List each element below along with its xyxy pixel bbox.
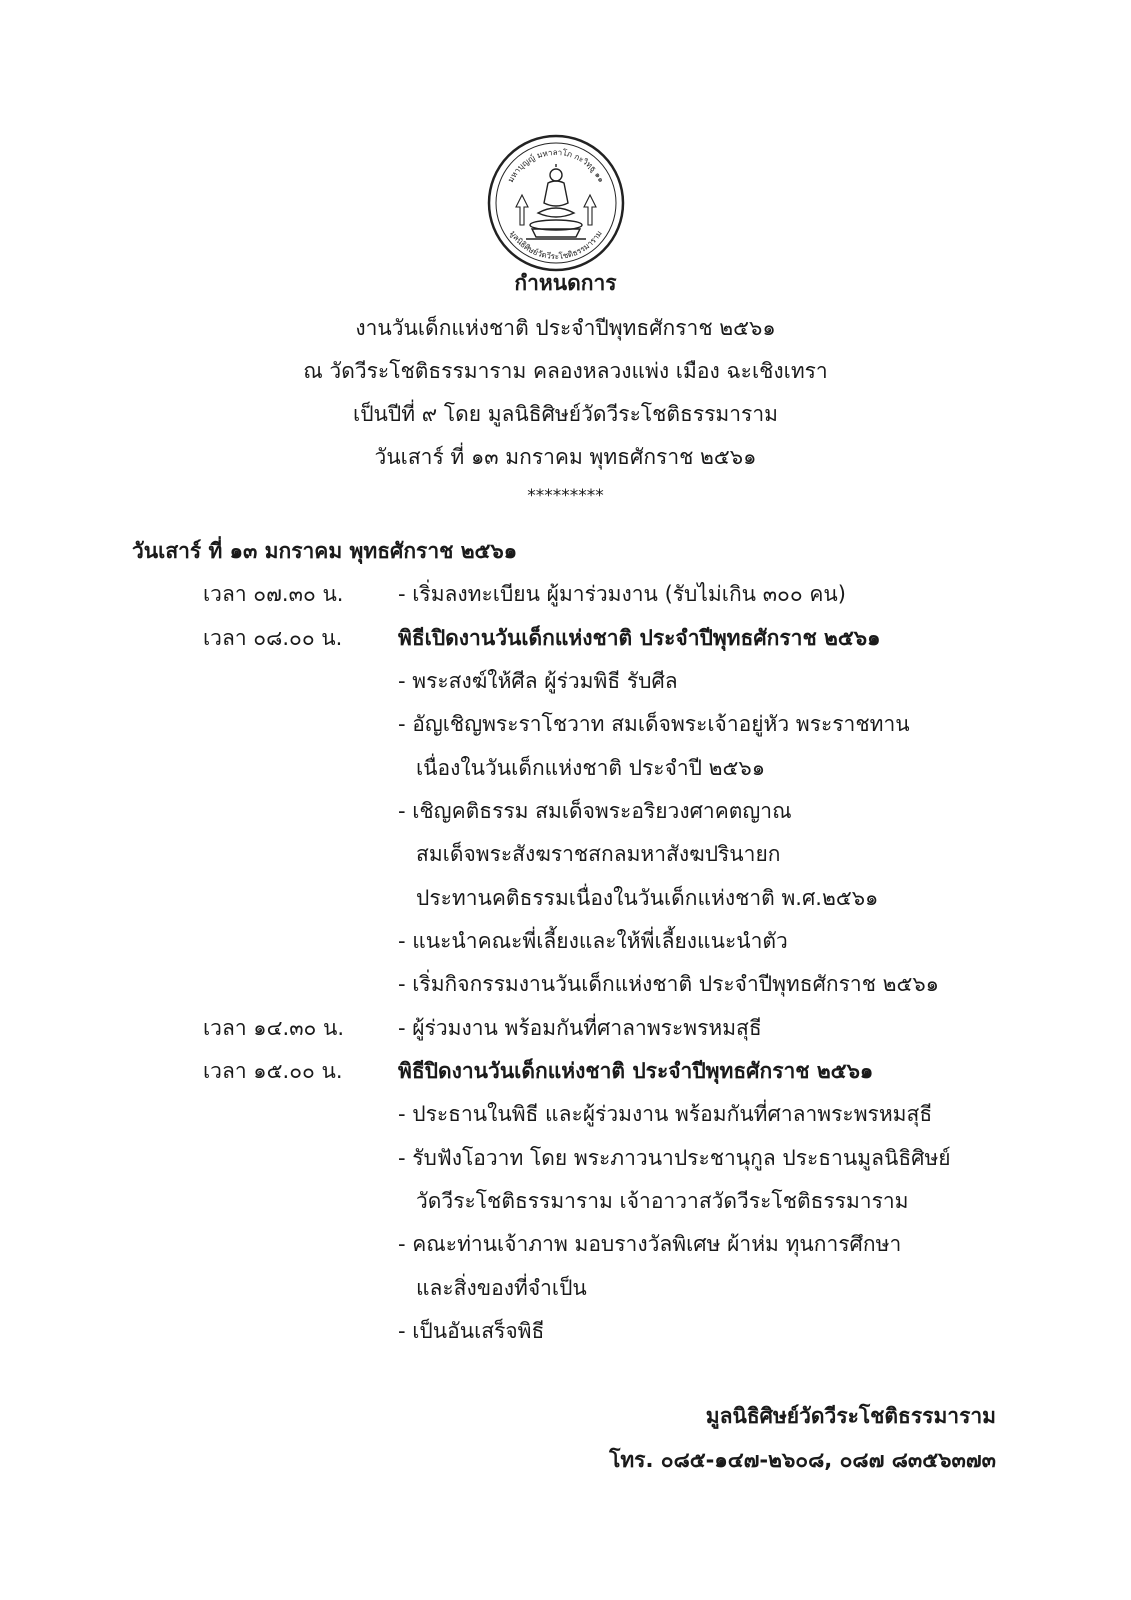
day-heading: วันเสาร์ ที่ ๑๓ มกราคม พุทธศักราช ๒๕๖๑ [132, 539, 518, 563]
svg-text:มหาบุญญ์ มหาลาโภ กะวิทฺธู ๑๑: มหาบุญญ์ มหาลาโภ กะวิทฺธู ๑๑ [506, 147, 606, 184]
schedule-time: เวลา ๑๕.๐๐ น. [203, 1059, 343, 1083]
venue-line: ณ วัดวีระโชติธรรมาราม คลองหลวงแพ่ง เมือง ฉะเชิงเทรา [303, 359, 828, 383]
schedule-item-continued: เนื่องในวันเด็กแห่งชาติ ประจำปี ๒๕๖๑ [416, 756, 766, 780]
schedule-item: - รับฟังโอวาท โดย พระภาวนาประชานุกูล ประธานมูลนิธิศิษย์ [398, 1146, 951, 1170]
schedule-item: - ผู้ร่วมงาน พร้อมกันที่ศาลาพระพรหมสุธี [398, 1016, 762, 1040]
schedule-item: - เริ่มกิจกรรมงานวันเด็กแห่งชาติ ประจำปีพุทธศักราช ๒๕๖๑ [398, 972, 940, 996]
schedule-item: - ประธานในพิธี และผู้ร่วมงาน พร้อมกันที่ศาลาพระพรหมสุธี [398, 1102, 933, 1126]
schedule-item: - พระสงฆ์ให้ศีล ผู้ร่วมพิธี รับศีล [398, 669, 678, 693]
ceremony-heading: พิธีปิดงานวันเด็กแห่งชาติ ประจำปีพุทธศักราช ๒๕๖๑ [398, 1059, 874, 1083]
schedule-item: - เชิญคติธรรม สมเด็จพระอริยวงศาคตญาณ [398, 799, 792, 823]
svg-text:มูลนิธิศิษย์วัดวีระโชติธรรมารา: มูลนิธิศิษย์วัดวีระโชติธรรมาราม [508, 229, 604, 262]
date-line: วันเสาร์ ที่ ๑๓ มกราคม พุทธศักราช ๒๕๖๑ [374, 445, 757, 469]
schedule-time: เวลา ๐๘.๐๐ น. [203, 626, 343, 650]
foundation-seal-logo [486, 133, 626, 273]
schedule-item-continued: ประทานคติธรรมเนื่องในวันเด็กแห่งชาติ พ.ศ.๒๕๖๑ [416, 886, 879, 910]
divider-stars: ********* [527, 486, 604, 506]
foundation-signature: มูลนิธิศิษย์วัดวีระโชติธรรมาราม [705, 1404, 996, 1428]
schedule-item-continued: สมเด็จพระสังฆราชสกลมหาสังฆปรินายก [416, 842, 781, 866]
document-title: กำหนดการ [514, 271, 617, 295]
schedule-item: - เป็นอันเสร็จพิธี [398, 1319, 545, 1343]
schedule-time: เวลา ๐๗.๓๐ น. [203, 582, 344, 606]
schedule-item: - คณะท่านเจ้าภาพ มอบรางวัลพิเศษ ผ้าห่ม ทุนการศึกษา [398, 1232, 902, 1256]
schedule-item-continued: และสิ่งของที่จำเป็น [416, 1276, 587, 1300]
schedule-item: - อัญเชิญพระราโชวาท สมเด็จพระเจ้าอยู่หัว พระราชทาน [398, 712, 910, 736]
contact-phone: โทร. ๐๘๕-๑๔๗-๒๖๐๘, ๐๘๗ ๘๓๕๖๓๗๓ [609, 1448, 996, 1472]
schedule-item: - เริ่มลงทะเบียน ผู้มาร่วมงาน (รับไม่เกิน ๓๐๐ คน) [398, 582, 846, 606]
schedule-item: - แนะนำคณะพี่เลี้ยงและให้พี่เลี้ยงแนะนำตัว [398, 929, 788, 953]
schedule-time: เวลา ๑๔.๓๐ น. [203, 1016, 345, 1040]
schedule-item-continued: วัดวีระโชติธรรมาราม เจ้าอาวาสวัดวีระโชติธรรมาราม [416, 1189, 909, 1213]
event-name-line: งานวันเด็กแห่งชาติ ประจำปีพุทธศักราช ๒๕๖๑ [355, 316, 776, 340]
ceremony-heading: พิธีเปิดงานวันเด็กแห่งชาติ ประจำปีพุทธศักราช ๒๕๖๑ [398, 626, 881, 650]
organizer-line: เป็นปีที่ ๙ โดย มูลนิธิศิษย์วัดวีระโชติธรรมาราม [353, 402, 778, 426]
